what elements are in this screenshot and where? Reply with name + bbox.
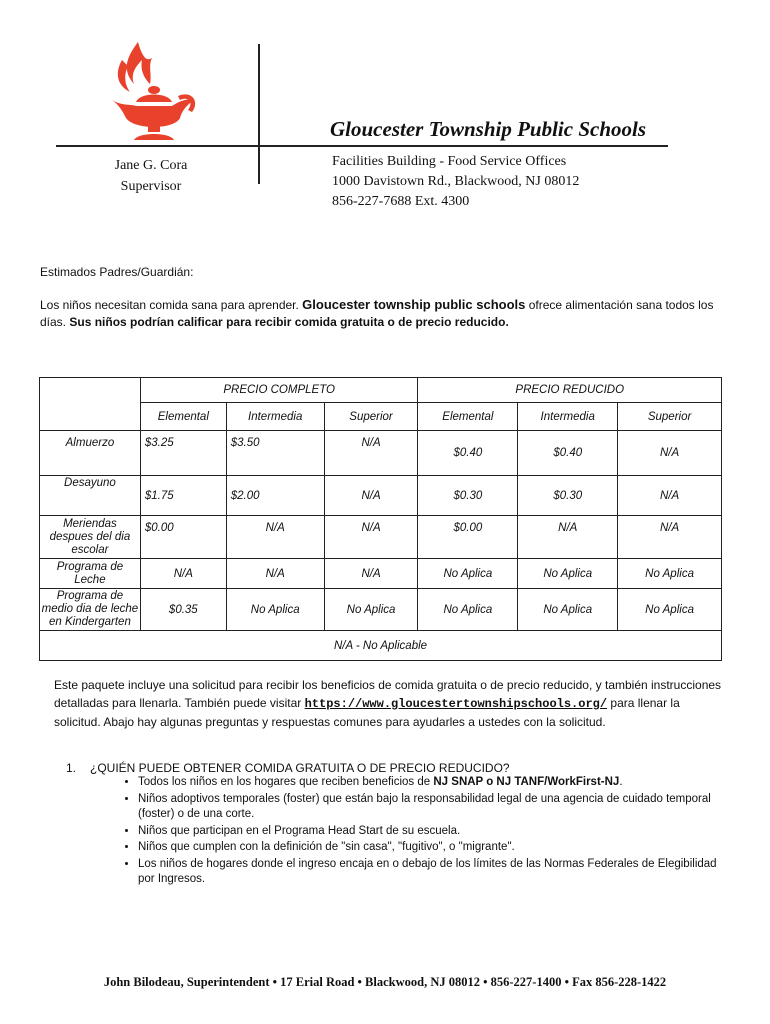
table-row — [40, 476, 722, 516]
table-cell: $0.00 — [418, 516, 518, 559]
row-label: Programa de medio dia de leche en Kindergarten — [40, 589, 141, 631]
lamp-of-learning-icon — [108, 40, 200, 145]
list-item — [138, 775, 728, 791]
school-website-link[interactable]: https://www.gloucestertownshipschools.org/ — [304, 697, 608, 711]
intro-eligibility-note: Sus niños podrían calificar para recibir comida gratuita o de precio reducido. — [69, 315, 509, 329]
table-cell: N/A — [324, 516, 418, 559]
table-row — [40, 516, 722, 559]
header-horizontal-divider — [56, 145, 668, 147]
table-cell: $0.35 — [140, 589, 226, 631]
info-text-b: para llenar la solicitud. Abajo hay algunas preguntas y respuestas comunes para ayudarles a ustedes con la solicitud. — [54, 696, 680, 729]
district-footer: John Bilodeau, Superintendent • 17 Erial Road • Blackwood, NJ 08012 • 856-227-1400 • Fax 856-228-1422 — [103, 975, 667, 989]
table-cell: $0.00 — [140, 516, 226, 559]
table-cell: $3.50 — [226, 431, 324, 476]
table-cell: N/A — [618, 516, 722, 559]
eligibility-list — [120, 775, 728, 889]
table-cell: N/A — [226, 559, 324, 589]
table-footnote: N/A - No Aplicable — [40, 631, 722, 661]
column-header: Elemental — [140, 403, 226, 431]
group-header-reduced-price: PRECIO REDUCIDO — [418, 378, 722, 403]
table-cell: $0.40 — [518, 431, 618, 476]
table-cell: N/A — [140, 559, 226, 589]
row-label: Meriendas despues del dia escolar — [40, 516, 141, 559]
table-cell: $0.40 — [418, 431, 518, 476]
list-item: • Los niños de hogares donde el ingreso encaja en o debajo de los límites de las Normas Federales de Elegibilidad por Ingresos. — [138, 857, 728, 888]
column-header: Superior — [618, 403, 722, 431]
intro-text-a: Los niños necesitan comida sana para aprender. — [40, 298, 303, 312]
table-cell: No Aplica — [618, 559, 722, 589]
address-line-2: 1000 Davistown Rd., Blackwood, NJ 08012 — [332, 174, 580, 189]
table-cell: N/A — [226, 516, 324, 559]
table-cell: $2.00 — [226, 476, 324, 516]
group-header-full-price: PRECIO COMPLETO — [140, 378, 418, 403]
table-cell: No Aplica — [518, 589, 618, 631]
table-cell: No Aplica — [226, 589, 324, 631]
list-item: • Niños que participan en el Programa Head Start de su escuela. — [138, 824, 728, 840]
snap-tanf-programs: NJ SNAP o NJ TANF/WorkFirst-NJ — [433, 776, 620, 788]
address-phone: 856-227-7688 Ext. 4300 — [332, 194, 470, 209]
intro-text-c: ofrece alimentación sana todos los días. — [40, 298, 714, 329]
application-info-paragraph — [54, 676, 724, 731]
list-item: • Niños adoptivos temporales (foster) que están bajo la responsabilidad legal de una agencia de cuidado temporal (foster) o de una corte. — [138, 792, 728, 823]
column-header: Elemental — [418, 403, 518, 431]
column-header: Intermedia — [226, 403, 324, 431]
table-cell: N/A — [324, 559, 418, 589]
supervisor-role: Supervisor — [120, 179, 182, 194]
table-cell: $0.30 — [418, 476, 518, 516]
supervisor-block — [66, 155, 236, 197]
meal-price-table — [39, 377, 722, 661]
list-item-text: Todos los niños en los hogares que reciben beneficios de — [138, 776, 434, 788]
table-cell: No Aplica — [418, 589, 518, 631]
column-header: Superior — [324, 403, 418, 431]
table-cell: N/A — [618, 476, 722, 516]
table-cell: N/A — [618, 431, 722, 476]
supervisor-name: Jane G. Cora — [114, 158, 188, 173]
table-row — [40, 589, 722, 631]
table-cell: N/A — [324, 431, 418, 476]
header-vertical-divider — [258, 44, 260, 184]
table-cell: No Aplica — [518, 559, 618, 589]
table-cell: $0.30 — [518, 476, 618, 516]
table-cell: N/A — [324, 476, 418, 516]
address-line-1: Facilities Building - Food Service Offices — [332, 154, 567, 169]
table-cell: $1.75 — [140, 476, 226, 516]
info-text-a: Este paquete incluye una solicitud para recibir los beneficios de comida gratuita o de precio reducido, y también instrucciones detalladas para llenarla. También puede visitar — [54, 678, 722, 710]
table-cell: $3.25 — [140, 431, 226, 476]
faq-question-1 — [66, 761, 510, 775]
table-cell: N/A — [518, 516, 618, 559]
table-corner-cell — [40, 378, 141, 431]
list-item: • Niños que cumplen con la definición de "sin casa", "fugitivo", o "migrante". — [138, 840, 728, 856]
column-header: Intermedia — [518, 403, 618, 431]
table-cell: No Aplica — [324, 589, 418, 631]
question-title: ¿QUIÉN PUEDE OBTENER COMIDA GRATUITA O DE PRECIO REDUCIDO? — [90, 761, 510, 775]
intro-paragraph — [40, 296, 730, 331]
table-row — [40, 559, 722, 589]
table-row — [40, 431, 722, 476]
question-number: 1. — [66, 761, 77, 775]
list-item-text: . — [619, 776, 623, 788]
table-cell: No Aplica — [618, 589, 722, 631]
row-label: Desayuno — [40, 476, 141, 516]
greeting: Estimados Padres/Guardián: — [40, 265, 194, 279]
office-address-block — [332, 152, 579, 212]
district-title: Gloucester Township Public Schools — [330, 117, 647, 141]
row-label: Programa de Leche — [40, 559, 141, 589]
row-label: Almuerzo — [40, 431, 141, 476]
intro-district-name: Gloucester township public schools — [302, 297, 526, 312]
table-cell: No Aplica — [418, 559, 518, 589]
